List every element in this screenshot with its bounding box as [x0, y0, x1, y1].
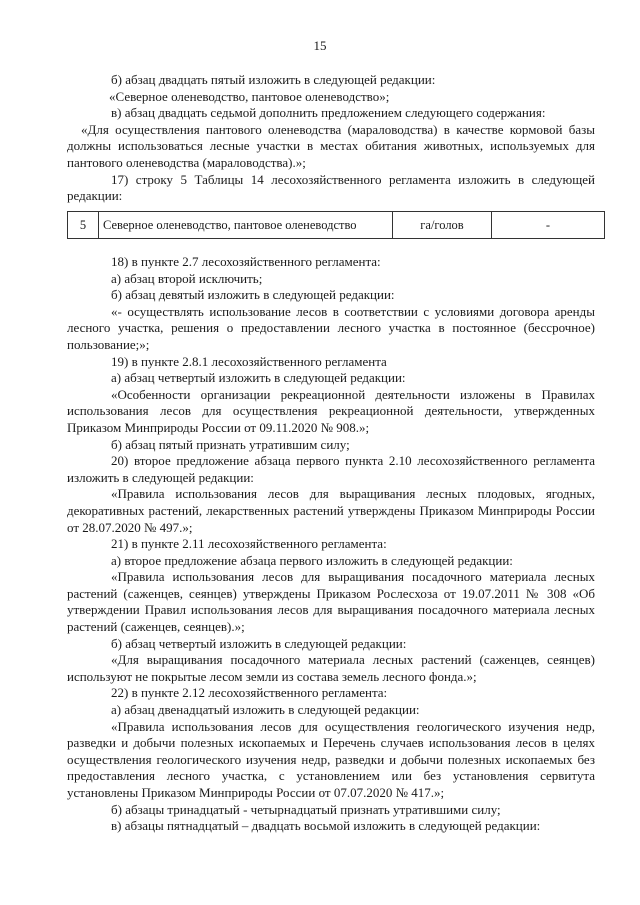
paragraph: б) абзац двадцать пятый изложить в следующей редакции: [111, 72, 436, 87]
table-cell-value: - [492, 212, 605, 239]
paragraph: «Особенности организации рекреационной деятельности изложены в Правилах использования лесов для осуществления рекреационной деятельности, утвержденных Приказом Минприроды России от 09.11.2020 № 908.»; [67, 386, 595, 435]
table-cell-name: Северное оленеводство, пантовое оленеводство [99, 212, 393, 239]
paragraph: «Правила использования лесов для выращивания посадочного материала лесных растений (саженцев, сеянцев) утверждены Приказом Рослесхоза от 19.07.2011 № 308 «Об утверждении Правил использования лесов для выращивания посадочного материала лесных растений (саженцев, сеянцев).»; [67, 569, 595, 635]
paragraph: в) абзац двадцать седьмой дополнить предложением следующего содержания: [111, 105, 546, 121]
paragraph: 19) в пункте 2.8.1 лесохозяйственного регламента [111, 353, 387, 369]
amendments-block-2 [67, 254, 595, 835]
regulation-table [67, 211, 605, 239]
table-row [68, 212, 605, 239]
paragraph: б) абзац пятый признать утратившим силу; [111, 436, 350, 452]
paragraph: 22) в пункте 2.12 лесохозяйственного регламента: [111, 685, 388, 701]
paragraph: а) второе предложение абзаца первого изложить в следующей редакции: [111, 552, 513, 568]
amendments-block-1 [67, 72, 595, 205]
paragraph: 17) строку 5 Таблицы 14 лесохозяйственного регламента изложить в следующей редакции: [67, 171, 595, 204]
paragraph: 18) в пункте 2.7 лесохозяйственного регламента: [111, 254, 381, 269]
paragraph: «Правила использования лесов для осуществления геологического изучения недр, разведки и добычи полезных ископаемых и Перечень случаев использования лесов в целях осуществления геологического изучения недр, разведки и добычи полезных ископаемых без предоставления лесного участка, с установлением или без установления сервитута установлены Приказом Минприроды России от 07.07.2020 № 417.»; [67, 718, 595, 800]
paragraph: «Для осуществления пантового оленеводства (мараловодства) в качестве кормовой базы должны использоваться лесные участки в местах обитания животных, используемых для пантового оленеводства (мараловодства).»; [67, 121, 595, 170]
table-cell-number: 5 [68, 212, 99, 239]
paragraph: 21) в пункте 2.11 лесохозяйственного регламента: [111, 536, 387, 552]
page-number: 15 [313, 38, 327, 53]
paragraph: «Северное оленеводство, пантовое оленеводство»; [109, 88, 390, 104]
paragraph: а) абзац второй исключить; [111, 270, 263, 286]
paragraph: в) абзацы пятнадцатый – двадцать восьмой изложить в следующей редакции: [111, 818, 541, 834]
paragraph: «Для выращивания посадочного материала лесных растений (саженцев, сеянцев) используют не покрытые лесом земли из состава земель лесного фонда.»; [67, 652, 595, 684]
paragraph: б) абзацы тринадцатый - четырнадцатый признать утратившими силу; [111, 801, 501, 817]
paragraph: б) абзац четвертый изложить в следующей редакции: [111, 635, 407, 651]
paragraph: б) абзац девятый изложить в следующей редакции: [111, 287, 395, 303]
paragraph: а) абзац двенадцатый изложить в следующей редакции: [111, 702, 420, 718]
paragraph: «- осуществлять использование лесов в соответствии с условиями договора аренды лесного участка, решения о предоставлении лесного участка в постоянное (бессрочное) пользование;»; [67, 303, 595, 352]
paragraph: «Правила использования лесов для выращивания лесных плодовых, ягодных, декоративных растений, лекарственных растений утверждены Приказом Минприроды России от 28.07.2020 № 497.»; [67, 486, 595, 535]
paragraph: а) абзац четвертый изложить в следующей редакции: [111, 370, 406, 386]
table-cell-unit: га/голов [393, 212, 492, 239]
paragraph: 20) второе предложение абзаца первого пункта 2.10 лесохозяйственного регламента изложить в следующей редакции: [67, 453, 595, 485]
